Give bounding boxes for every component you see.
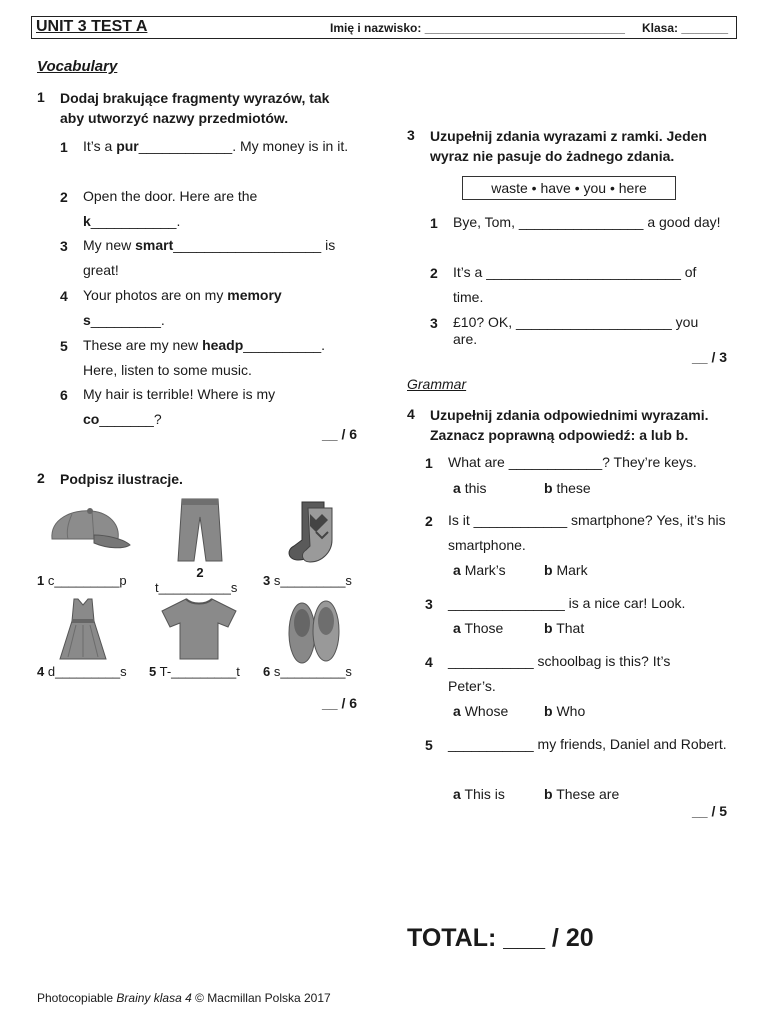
exercise-1-instruction: Dodaj brakujące fragmenty wyrazów, tak aby utworzyć nazwy przedmiotów. bbox=[60, 90, 330, 126]
ex1-item-2: Open the door. Here are the k___________. bbox=[83, 188, 258, 229]
dress-icon bbox=[58, 597, 108, 663]
ex1-item-5-number: 5 bbox=[60, 338, 68, 354]
ex1-item-5: These are my new headp__________. Here, listen to some music. bbox=[83, 337, 326, 378]
ex4-item-4-option-a[interactable]: a Whose bbox=[453, 703, 509, 719]
ex3-score: __ / 3 bbox=[692, 349, 728, 365]
caption-6: 6 s_________s bbox=[263, 664, 352, 679]
exercise-3-number: 3 bbox=[407, 127, 415, 143]
trousers-icon bbox=[176, 497, 224, 563]
ex1-item-6-number: 6 bbox=[60, 387, 68, 403]
ex1-item-3: My new smart___________________ is great! bbox=[83, 237, 336, 278]
ex1-item-4: Your photos are on my memory s_________. bbox=[83, 287, 282, 328]
exercise-4-instruction: Uzupełnij zdania odpowiednimi wyrazami. Zaznacz poprawną odpowiedź: a lub b. bbox=[430, 407, 709, 443]
ex1-item-4-number: 4 bbox=[60, 288, 68, 304]
exercise-4-number: 4 bbox=[407, 406, 415, 422]
cap-icon bbox=[42, 505, 132, 555]
ex4-item-1-number: 1 bbox=[425, 455, 433, 471]
ex3-item-1-number: 1 bbox=[430, 215, 438, 231]
class-field-label: Klasa: _______ bbox=[642, 21, 729, 35]
ex4-item-5-option-b[interactable]: b These are bbox=[544, 786, 620, 802]
ex4-item-3-option-b[interactable]: b That bbox=[544, 620, 585, 636]
exercise-2-number: 2 bbox=[37, 470, 45, 486]
ex4-item-2-number: 2 bbox=[425, 513, 433, 529]
ex1-item-1: It’s a pur____________. My money is in it. bbox=[83, 138, 349, 154]
vocabulary-heading: Vocabulary bbox=[37, 58, 118, 75]
total-score: TOTAL: ___ / 20 bbox=[407, 924, 594, 952]
ex1-score: __ / 6 bbox=[322, 426, 358, 442]
exercise-1-number: 1 bbox=[37, 89, 45, 105]
ex3-item-2: It’s a _________________________ of time. bbox=[453, 264, 697, 305]
ex4-item-4: ___________ schoolbag is this? It’s Peter’s. bbox=[448, 653, 671, 694]
ex4-item-1: What are ____________? They’re keys. bbox=[448, 454, 697, 470]
ex1-item-1-number: 1 bbox=[60, 139, 68, 155]
word-box: waste • have • you • here bbox=[462, 176, 676, 200]
header-box bbox=[31, 16, 737, 39]
ex4-item-2-option-a[interactable]: a Mark’s bbox=[453, 562, 506, 578]
caption-5: 5 T-_________t bbox=[149, 664, 240, 679]
ex4-item-2-option-b[interactable]: b Mark bbox=[544, 562, 588, 578]
exercise-3-instruction: Uzupełnij zdania wyrazami z ramki. Jeden wyraz nie pasuje do żadnego zdania. bbox=[430, 128, 707, 164]
ex3-item-3-number: 3 bbox=[430, 315, 438, 331]
ex4-item-1-option-b[interactable]: b these bbox=[544, 480, 591, 496]
ex1-item-3-number: 3 bbox=[60, 238, 68, 254]
ex4-item-5-number: 5 bbox=[425, 737, 433, 753]
name-field-label: Imię i nazwisko: ______________________________ bbox=[330, 21, 625, 35]
ex3-item-2-number: 2 bbox=[430, 265, 438, 281]
caption-3: 3 s_________s bbox=[263, 573, 352, 588]
ex4-item-4-number: 4 bbox=[425, 654, 433, 670]
unit-title: UNIT 3 TEST A bbox=[36, 18, 148, 35]
footer-copyright: Photocopiable Brainy klasa 4 © Macmillan Polska 2017 bbox=[37, 991, 331, 1005]
ex4-score: __ / 5 bbox=[692, 803, 728, 819]
caption-2: 2 t__________s bbox=[155, 565, 238, 595]
caption-4: 4 d_________s bbox=[37, 664, 127, 679]
ex4-item-5: ___________ my friends, Daniel and Robert. bbox=[448, 736, 727, 752]
ex3-item-3: £10? OK, ____________________ you are. bbox=[453, 314, 699, 347]
tshirt-icon bbox=[160, 597, 238, 661]
ex4-item-2: Is it ____________ smartphone? Yes, it’s his smartphone. bbox=[448, 512, 726, 553]
ex4-item-3: _______________ is a nice car! Look. bbox=[448, 595, 686, 611]
ex3-item-1: Bye, Tom, ________________ a good day! bbox=[453, 214, 721, 230]
exercise-2-instruction: Podpisz ilustracje. bbox=[60, 471, 183, 487]
ex4-item-4-option-b[interactable]: b Who bbox=[544, 703, 586, 719]
ex1-item-6: My hair is terrible! Where is my co_______? bbox=[83, 386, 276, 427]
ex4-item-3-number: 3 bbox=[425, 596, 433, 612]
shoes-icon bbox=[284, 597, 344, 665]
ex4-item-1-option-a[interactable]: a this bbox=[453, 480, 487, 496]
ex4-item-5-option-a[interactable]: a This is bbox=[453, 786, 505, 802]
caption-1: 1 c_________p bbox=[37, 573, 127, 588]
socks-icon bbox=[282, 500, 346, 564]
grammar-heading: Grammar bbox=[407, 376, 467, 392]
ex4-item-3-option-a[interactable]: a Those bbox=[453, 620, 504, 636]
ex1-item-2-number: 2 bbox=[60, 189, 68, 205]
ex2-score: __ / 6 bbox=[322, 695, 358, 711]
